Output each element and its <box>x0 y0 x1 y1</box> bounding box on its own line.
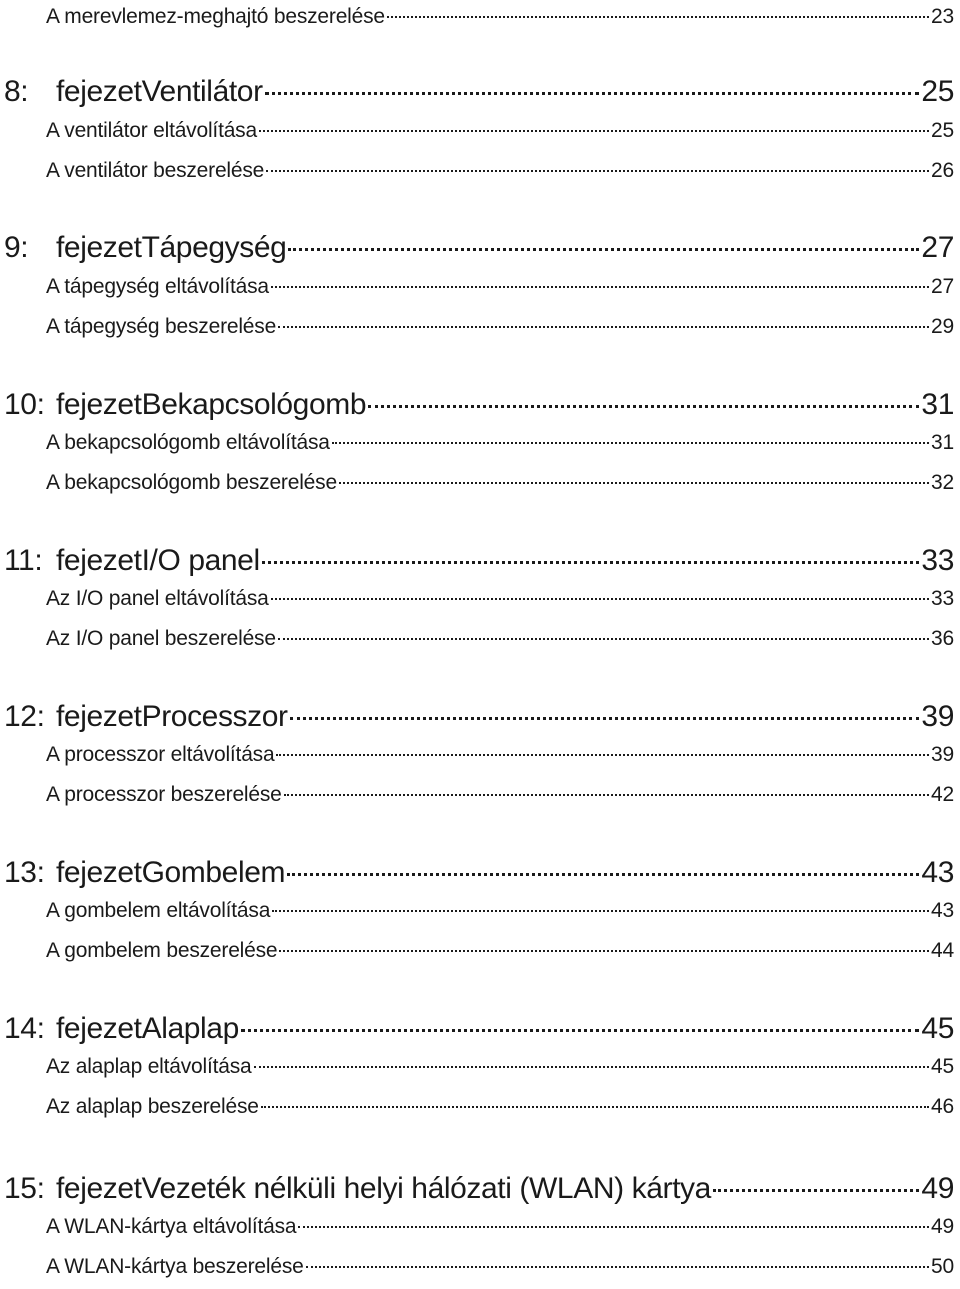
page-number: 39 <box>931 743 954 766</box>
page-number: 45 <box>931 1055 954 1078</box>
toc-chapter-entry[interactable] <box>4 540 954 578</box>
dot-leader <box>271 584 929 605</box>
section-title: Az I/O panel beszerelése <box>46 627 276 650</box>
chapter-number: 8: <box>4 75 29 108</box>
page-number: 25 <box>931 119 954 142</box>
page-number: 33 <box>931 587 954 610</box>
page-number: 42 <box>931 783 954 806</box>
page-number: 25 <box>921 75 954 108</box>
dot-leader <box>298 1212 929 1233</box>
chapter-title: fejezetTápegység <box>56 231 287 264</box>
chapter-title: fejezetVezeték nélküli helyi hálózati (WLAN) kártya <box>56 1172 711 1205</box>
section-title: A tápegység beszerelése <box>46 315 277 338</box>
dot-leader <box>339 468 929 489</box>
section-title: A ventilátor eltávolítása <box>46 119 257 142</box>
dot-leader <box>266 156 929 177</box>
chapter-title: fejezetBekapcsológomb <box>56 388 367 421</box>
dot-leader <box>288 227 919 257</box>
toc-section-entry[interactable] <box>46 428 954 455</box>
dot-leader <box>271 272 929 293</box>
page-number: 23 <box>931 5 954 28</box>
dot-leader <box>261 1092 929 1113</box>
dot-leader <box>306 1252 929 1273</box>
page-number: 46 <box>931 1095 954 1118</box>
toc-chapter-entry[interactable] <box>4 696 954 734</box>
toc-section-entry[interactable] <box>46 936 954 963</box>
section-title: A gombelem eltávolítása <box>46 899 271 922</box>
toc-chapter-entry[interactable] <box>4 1008 954 1046</box>
dot-leader <box>290 696 920 726</box>
toc-section-entry[interactable] <box>46 156 954 183</box>
toc-section-entry[interactable] <box>46 2 954 29</box>
toc-section-entry[interactable] <box>46 1252 954 1279</box>
toc-section-entry[interactable] <box>46 312 954 339</box>
toc-section-entry[interactable] <box>46 780 954 807</box>
toc-chapter-entry[interactable] <box>4 71 954 109</box>
chapter-number: 9: <box>4 231 29 264</box>
page-number: 43 <box>921 856 954 889</box>
page-number: 31 <box>921 388 954 421</box>
section-title: A bekapcsológomb beszerelése <box>46 471 337 494</box>
page-number: 33 <box>921 544 954 577</box>
section-title: A processzor beszerelése <box>46 783 282 806</box>
chapter-title: fejezetI/O panel <box>56 544 260 577</box>
page-number: 29 <box>931 315 954 338</box>
chapter-title: fejezetAlaplap <box>56 1012 239 1045</box>
dot-leader <box>713 1168 920 1198</box>
page-number: 39 <box>921 700 954 733</box>
section-title: A bekapcsológomb eltávolítása <box>46 431 330 454</box>
dot-leader <box>284 780 929 801</box>
section-title: A gombelem beszerelése <box>46 939 278 962</box>
section-title: Az alaplap beszerelése <box>46 1095 259 1118</box>
chapter-number: 13: <box>4 856 45 889</box>
section-title: A WLAN-kártya beszerelése <box>46 1255 304 1278</box>
toc-section-entry[interactable] <box>46 1212 954 1239</box>
dot-leader <box>254 1052 929 1073</box>
toc-section-entry[interactable] <box>46 896 954 923</box>
toc-chapter-entry[interactable] <box>4 227 954 265</box>
toc-section-entry[interactable] <box>46 740 954 767</box>
dot-leader <box>265 71 920 101</box>
toc-section-entry[interactable] <box>46 468 954 495</box>
chapter-number: 11: <box>4 544 43 577</box>
page-number: 27 <box>931 275 954 298</box>
toc-chapter-entry[interactable] <box>4 1168 954 1206</box>
toc-section-entry[interactable] <box>46 116 954 143</box>
page-number: 49 <box>921 1172 954 1205</box>
page-number: 45 <box>921 1012 954 1045</box>
chapter-number: 10: <box>4 388 45 421</box>
page-number: 44 <box>931 939 954 962</box>
toc-section-entry[interactable] <box>46 1092 954 1119</box>
page-number: 36 <box>931 627 954 650</box>
dot-leader <box>278 312 929 333</box>
page-number: 49 <box>931 1215 954 1238</box>
chapter-title: fejezetProcesszor <box>56 700 288 733</box>
section-title: A processzor eltávolítása <box>46 743 275 766</box>
chapter-number: 15: <box>4 1172 45 1205</box>
dot-leader <box>278 624 929 645</box>
dot-leader <box>276 740 929 761</box>
dot-leader <box>241 1008 920 1038</box>
dot-leader <box>287 852 919 882</box>
page-number: 31 <box>931 431 954 454</box>
chapter-title: fejezetVentilátor <box>56 75 263 108</box>
section-title: A merevlemez-meghajtó beszerelése <box>46 5 385 28</box>
chapter-number: 14: <box>4 1012 45 1045</box>
dot-leader <box>272 896 929 917</box>
section-title: Az I/O panel eltávolítása <box>46 587 269 610</box>
toc-section-entry[interactable] <box>46 584 954 611</box>
section-title: Az alaplap eltávolítása <box>46 1055 252 1078</box>
dot-leader <box>368 384 919 414</box>
toc-section-entry[interactable] <box>46 1052 954 1079</box>
section-title: A ventilátor beszerelése <box>46 159 265 182</box>
dot-leader <box>279 936 929 957</box>
page-number: 26 <box>931 159 954 182</box>
section-title: A tápegység eltávolítása <box>46 275 269 298</box>
toc-chapter-entry[interactable] <box>4 852 954 890</box>
toc-chapter-entry[interactable] <box>4 384 954 422</box>
page-number: 32 <box>931 471 954 494</box>
dot-leader <box>262 540 920 570</box>
dot-leader <box>259 116 929 137</box>
section-title: A WLAN-kártya eltávolítása <box>46 1215 297 1238</box>
dot-leader <box>387 2 929 23</box>
page-number: 50 <box>931 1255 954 1278</box>
chapter-number: 12: <box>4 700 45 733</box>
dot-leader <box>332 428 929 449</box>
page-number: 27 <box>921 231 954 264</box>
chapter-title: fejezetGombelem <box>56 856 286 889</box>
toc-section-entry[interactable] <box>46 272 954 299</box>
toc-section-entry[interactable] <box>46 624 954 651</box>
page-number: 43 <box>931 899 954 922</box>
